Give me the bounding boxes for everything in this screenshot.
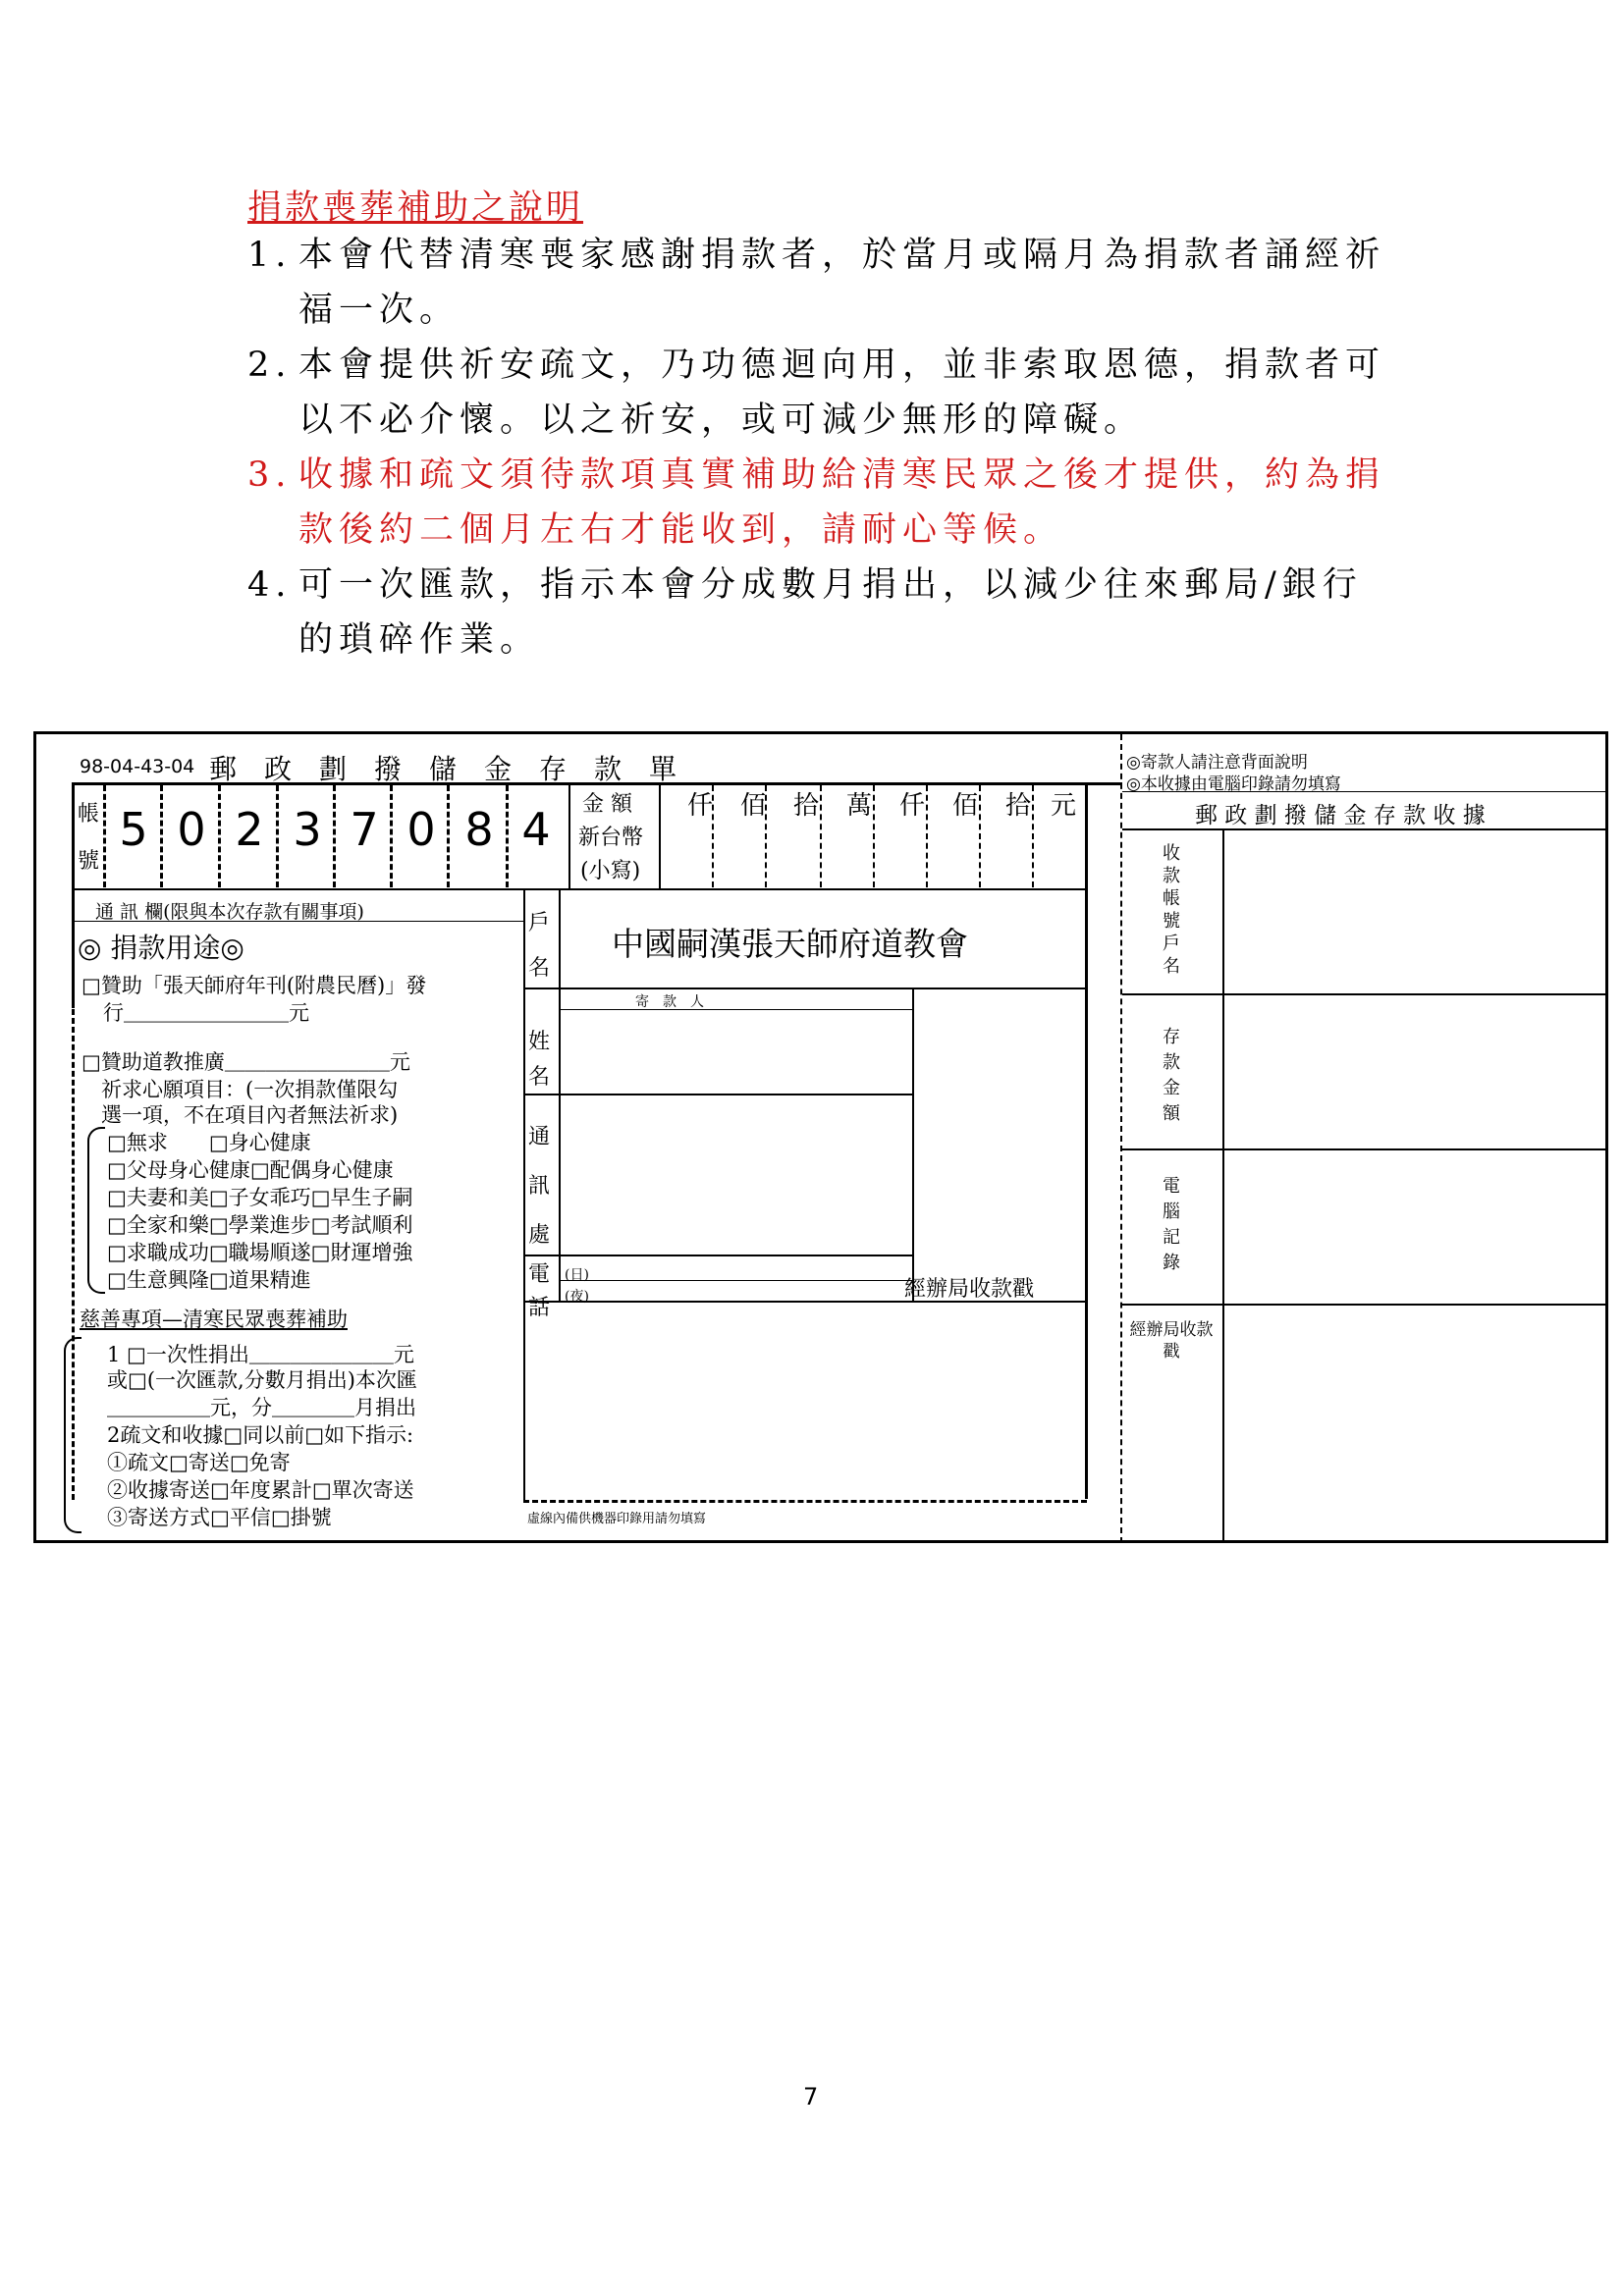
receipt-note-2: ◎本收據由電腦印錄請勿填寫 bbox=[1126, 774, 1341, 794]
amount-unit: 仟 bbox=[686, 791, 713, 821]
receipt-label-record: 電腦記錄 bbox=[1163, 1176, 1180, 1273]
prayer-option-row: □父母身心健康□配偶身心健康 bbox=[107, 1158, 394, 1182]
sender-label: 寄 款 人 bbox=[635, 994, 704, 1010]
receipt-title: 郵 政 劃 撥 儲 金 存 款 收 據 bbox=[1195, 803, 1486, 828]
explanation-item-2 bbox=[247, 338, 1386, 448]
option-promotion: □贊助道教推廣＿＿＿＿＿＿＿＿元 bbox=[81, 1050, 410, 1074]
amount-unit: 拾 bbox=[1004, 791, 1031, 821]
charity-row: ＿＿＿＿＿元，分＿＿＿＿月捐出 bbox=[107, 1396, 416, 1419]
item-text: 本會代替清寒喪家感謝捐款者，於當月或隔月為捐款者誦經祈福一次。 bbox=[298, 236, 1386, 330]
phone-label: 電話 bbox=[527, 1262, 550, 1320]
amount-unit: 佰 bbox=[739, 791, 766, 821]
payee-label: 戶名 bbox=[527, 911, 550, 981]
amount-unit: 佰 bbox=[951, 791, 978, 821]
explanation-item-3 bbox=[247, 448, 1386, 558]
amount-unit: 萬 bbox=[845, 791, 872, 821]
form-title: 郵 政 劃 撥 儲 金 存 款 單 bbox=[209, 753, 677, 785]
prayer-option-row: □全家和樂□學業進步□考試順利 bbox=[107, 1213, 413, 1237]
account-digit: 4 bbox=[521, 803, 551, 856]
amount-numeral-label: (小寫) bbox=[580, 859, 641, 883]
prayer-option-row: □求職成功□職場順遂□財運增強 bbox=[107, 1241, 413, 1264]
prayer-intro: 選一項，不在項目內者無法祈求) bbox=[101, 1103, 399, 1127]
charity-row: ②收據寄送□年度累計□單次寄送 bbox=[107, 1478, 414, 1502]
charity-title: 慈善專項—清寒民眾喪葬補助 bbox=[80, 1308, 348, 1331]
explanation-title: 捐款喪葬補助之說明 bbox=[247, 188, 584, 228]
option-yearbook-amount: 行＿＿＿＿＿＿＿＿元 bbox=[103, 1001, 309, 1025]
item-text: 可一次匯款，指示本會分成數月捐出，以減少往來郵局/銀行的瑣碎作業。 bbox=[298, 565, 1363, 660]
account-digit: 7 bbox=[350, 803, 379, 856]
account-digit: 3 bbox=[293, 803, 322, 856]
receipt-label-stamp: 經辦局收款戳 bbox=[1129, 1320, 1214, 1362]
item-number: 1. bbox=[247, 236, 293, 275]
receipt-label-account: 收款帳號戶名 bbox=[1163, 843, 1180, 977]
account-digit: 0 bbox=[406, 803, 436, 856]
name-label: 姓名 bbox=[527, 1030, 550, 1090]
receipt-label-amount: 存款金額 bbox=[1163, 1027, 1180, 1124]
form-code: 98-04-43-04 bbox=[80, 756, 195, 777]
item-text: 本會提供祈安疏文，乃功德迴向用，並非索取恩德，捐款者可以不必介懷。以之祈安，或可減少無形的障礙。 bbox=[298, 346, 1386, 440]
address-label: 通訊處 bbox=[527, 1125, 550, 1248]
charity-row: 2疏文和收據□同以前□如下指示: bbox=[107, 1423, 414, 1447]
amount-unit: 元 bbox=[1050, 791, 1076, 821]
account-digit: 2 bbox=[235, 803, 264, 856]
prayer-brace bbox=[87, 1127, 105, 1294]
charity-row: ③寄送方式□平信□掛號 bbox=[107, 1506, 332, 1529]
amount-label: 金 額 bbox=[582, 792, 632, 817]
amount-unit: 仟 bbox=[898, 791, 925, 821]
phone-day-label: (日) bbox=[565, 1267, 589, 1283]
page-number: 7 bbox=[803, 2083, 819, 2110]
prayer-option-row: □夫妻和美□子女乖巧□早生子嗣 bbox=[107, 1186, 413, 1209]
account-digit: 8 bbox=[464, 803, 494, 856]
phone-night-label: (夜) bbox=[565, 1289, 589, 1305]
postal-deposit-form bbox=[33, 731, 1608, 1543]
explanation-item-4 bbox=[247, 558, 1386, 667]
comm-header: 通 訊 欄(限與本次存款有關事項) bbox=[95, 901, 364, 923]
receipt-note-1: ◎寄款人請注意背面說明 bbox=[1126, 753, 1308, 773]
machine-note: 虛線內備供機器印錄用請勿填寫 bbox=[527, 1512, 707, 1526]
item-number: 3. bbox=[247, 455, 293, 495]
charity-row: ①疏文□寄送□免寄 bbox=[107, 1451, 291, 1474]
charity-row: 或□(一次匯款,分數月捐出)本次匯 bbox=[107, 1368, 417, 1392]
prayer-intro: 祈求心願項目：(一次捐款僅限勾 bbox=[101, 1078, 399, 1101]
account-digit: 0 bbox=[177, 803, 206, 856]
currency-label: 新台幣 bbox=[578, 826, 644, 850]
amount-unit: 拾 bbox=[792, 791, 819, 821]
explanation-item-1 bbox=[247, 228, 1386, 338]
purpose-title: ◎ 捐款用途◎ bbox=[78, 932, 244, 964]
item-number: 2. bbox=[247, 346, 293, 385]
charity-row: 1 □一次性捐出＿＿＿＿＿＿＿元 bbox=[107, 1343, 414, 1366]
item-number: 4. bbox=[247, 565, 293, 605]
prayer-option-row: □生意興隆□道果精進 bbox=[107, 1268, 311, 1292]
option-yearbook: □贊助「張天師府年刊(附農民曆)」發 bbox=[81, 974, 427, 997]
account-digit: 5 bbox=[119, 803, 148, 856]
stamp-label: 經辦局收款戳 bbox=[904, 1277, 1035, 1302]
payee-name: 中國嗣漢張天師府道教會 bbox=[612, 925, 968, 963]
prayer-option-row: □無求 □身心健康 bbox=[107, 1131, 311, 1154]
item-text: 收據和疏文須待款項真實補助給清寒民眾之後才提供，約為捐款後約二個月左右才能收到，請耐心等候。 bbox=[298, 455, 1386, 550]
account-label: 帳號 bbox=[77, 802, 99, 874]
